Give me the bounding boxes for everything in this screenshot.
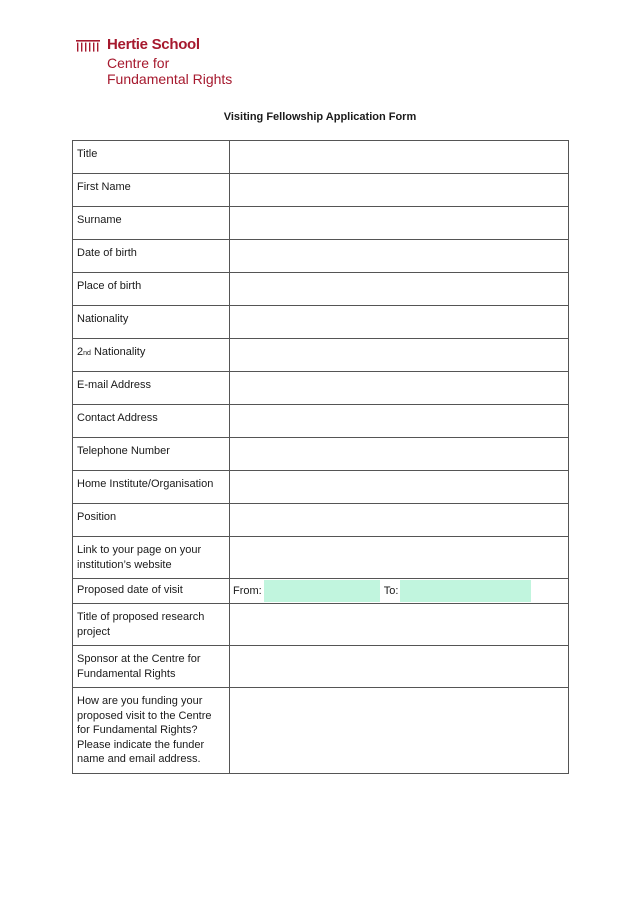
form-row-nationality	[73, 306, 569, 339]
nationality-field-cell	[230, 306, 569, 339]
field-label-second-nationality	[73, 339, 230, 372]
second-nationality-field-cell	[230, 339, 569, 372]
field-label-surname: Surname	[73, 207, 230, 240]
form-row-second-nationality	[73, 339, 569, 372]
ordinal-number: 2	[77, 346, 84, 358]
second-nationality-text: Nationality	[90, 346, 146, 358]
form-row-contact-address	[73, 405, 569, 438]
form-row-email	[73, 372, 569, 405]
form-row-home-institute	[73, 471, 569, 504]
field-label-position: Position	[73, 504, 230, 537]
to-label: To:	[383, 584, 399, 597]
form-row-research-title	[73, 604, 569, 646]
field-label-visit-date: Proposed date of visit	[73, 579, 230, 604]
form-row-surname	[73, 207, 569, 240]
application-form-table	[72, 140, 569, 774]
logo-name: Hertie School	[107, 36, 200, 53]
columns-icon	[76, 40, 100, 52]
form-title: Visiting Fellowship Application Form	[223, 111, 417, 123]
form-row-date-of-birth	[73, 240, 569, 273]
form-row-sponsor	[73, 646, 569, 688]
form-row-funding	[73, 688, 569, 774]
to-date-input[interactable]	[400, 580, 531, 602]
home-institute-field-cell	[230, 471, 569, 504]
telephone-field-cell	[230, 438, 569, 471]
field-label-place-of-birth: Place of birth	[73, 273, 230, 306]
surname-field-cell	[230, 207, 569, 240]
field-label-research-title: Title of proposed research project	[73, 604, 230, 646]
field-label-email: E-mail Address	[73, 372, 230, 405]
field-label-contact-address: Contact Address	[73, 405, 230, 438]
funding-field-cell	[230, 688, 569, 774]
field-label-sponsor: Sponsor at the Centre for Fundamental Rights	[73, 646, 230, 688]
form-row-visit-date	[73, 579, 569, 604]
logo-subtitle-line1: Centre for	[107, 55, 170, 71]
title-field-cell	[230, 141, 569, 174]
date-of-birth-field-cell	[230, 240, 569, 273]
visit-date-group	[230, 580, 568, 602]
field-label-title: Title	[73, 141, 230, 174]
sponsor-field-cell	[230, 646, 569, 688]
logo-subtitle	[107, 55, 232, 87]
field-label-date-of-birth: Date of birth	[73, 240, 230, 273]
form-row-place-of-birth	[73, 273, 569, 306]
form-row-title	[73, 141, 569, 174]
first-name-field-cell	[230, 174, 569, 207]
email-field-cell	[230, 372, 569, 405]
field-label-website-link: Link to your page on your institution’s website	[73, 537, 230, 579]
contact-address-field-cell	[230, 405, 569, 438]
from-label: From:	[233, 584, 262, 597]
website-link-field-cell	[230, 537, 569, 579]
place-of-birth-field-cell	[230, 273, 569, 306]
field-label-home-institute: Home Institute/Organisation	[73, 471, 230, 504]
form-row-position	[73, 504, 569, 537]
field-label-first-name: First Name	[73, 174, 230, 207]
from-date-input[interactable]	[264, 580, 380, 602]
field-label-nationality: Nationality	[73, 306, 230, 339]
field-label-funding: How are you funding your proposed visit to the Centre for Fundamental Rights? Please indicate the funder name and email address.	[73, 688, 230, 774]
form-row-telephone	[73, 438, 569, 471]
field-label-telephone: Telephone Number	[73, 438, 230, 471]
visit-date-field-cell	[230, 579, 569, 604]
ordinal-suffix: nd	[83, 350, 91, 357]
logo-subtitle-line2: Fundamental Rights	[107, 71, 233, 87]
form-row-first-name	[73, 174, 569, 207]
position-field-cell	[230, 504, 569, 537]
research-title-field-cell	[230, 604, 569, 646]
form-row-website-link	[73, 537, 569, 579]
